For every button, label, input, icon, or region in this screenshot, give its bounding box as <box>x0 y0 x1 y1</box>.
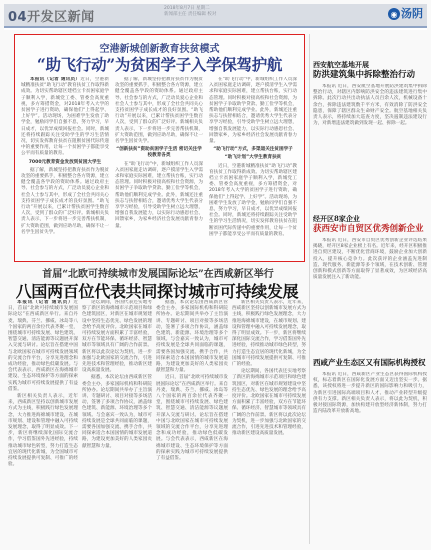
second-title: 八国两百位代表共同探讨城市可持续发展 <box>15 282 299 301</box>
logo-text: 汤阴 <box>401 7 423 20</box>
second-col2-more: 据悉，本次论坛由西咸新区管委会主办，多家国际机构和科研院所协办。论坛期间共举办了主旨演讲、专题研讨、项目对接等多场活动，签署了多项合作协议，涵盖绿色建筑、新能源、环境治理等多个领域。与会嘉宾一致认为，城市可持续发展是全球共同面临的课题，需要各国加强交流、携手合作，共同探索适合本国国情的城市发展道路，为建设更加美好的人类家园贡献智慧和力量。 <box>82 375 152 449</box>
section-name: 开发区新闻 <box>27 10 95 25</box>
header-meta-line1: 2018年8月7日 星期二 <box>164 6 210 11</box>
featured-subhead-3: “助飞行动”方式，多渠道关注贫困学子 <box>213 147 293 153</box>
right-article2-kicker: 经开区8家企业 <box>313 214 360 223</box>
right-article3-text: 本报讯 近日，西咸新区产业生态区获得国际机构授权，标志着新区在国际化发展方面又迈出坚实一步。据悉，该授权将进一步提升新区的国际影响力和吸引力，为新区引进国际高端项目和人才、推动产业转型升级提供有力支撑。新区相关负责人表示，将以此为契机，积极对接国际资源，加快构建开放型经济新体制，努力打造内陆改革开放新高地。 <box>313 372 427 415</box>
featured-column-3 <box>209 77 297 257</box>
right-article3-title: 西咸产业生态区又有国际机构授权 <box>313 358 426 367</box>
right-article2-title: 获西安市自贸区优秀创新企业 <box>313 224 424 234</box>
section-title <box>8 6 95 25</box>
second-col3-more: 近日，首届“北欧可持续城市发展国际论坛”在西咸新区举行。来自丹麦、瑞典、芬兰、挪威、冰岛等八个国家的两百余位代表齐聚一堂，围绕城市可持续发展、绿色建筑、智慧交通、清洁能源等议题展开深入交流与研讨。论坛旨在搭建中国与北欧国家在城市可持续发展领域的交流合作平台，分享先进理念和成功经验，推动绿色低碳发展。与会代表表示，西咸新区在海绵城市建设、生态环境保护等方面的探索实践为城市可持续发展提供了有益借鉴。 <box>156 375 228 462</box>
featured-col2-more: 在“助飞行动”中，新城组织工作人员深入贫困家庭走访调研，逐户摸清学生入学需求和家庭实际困难，建立帮扶台账，实行动态管理。同时积极对接高校和社会资源，为贫困学子争取助学贷款、勤工俭学等机会，帮助他们顺利完成学业。此外，新城还注重扶志与扶智相结合，邀请优秀大学生代表分享学习经验，引导受助学生树立远大理想，增强自我发展能力，以实际行动感恩社会、回馈家乡，为家乡经济社会发展贡献青春力量。 <box>115 161 203 229</box>
second-col1-more: 新区相关负责人表示，近年来，西咸新区坚持以创新城市发展方式为主线，积极践行绿色发展理念，大力推进海绵城市建设，在城市规划、建设和管理中融入可持续发展理念，取得了明显成效。下一步，新区将继续深化国际交流合作，学习借鉴国外先进经验，持续推动城市绿色转型，努力打造生态宜居的现代化新城，为全国城市可持续发展提供可复制、可推广的经验。 <box>8 394 78 468</box>
featured-col3-more: 近日，空港新城精准扶贫“助飞行动”教育扶贫工作取得新成效。为切实帮助辖区建档立卡贫困家庭学子顺利入学，新城党工委、管委会高度重视，多方筹措资金，对2018年考入大学的贫困学子进行资助，确保他们“上得起学、上好学”。活动现场，为困难学生发放了助学金，勉励同学们自强不息，努力学习，早日成才，以优异成绩回报社会。同时，新城还将持续跟踪关注受助学生的学习生活情况，切实发挥教育扶贫在阻断贫困代际传递中的重要作用，让每一个贫困学子都能享受公平而有质量的教育。 <box>209 163 297 237</box>
right-article1-title: 防洪建筑集中拆除整治行动 <box>313 70 416 80</box>
featured-column-1 <box>21 77 109 257</box>
header-meta-line2: 新闻部主任 责任编辑 校对 <box>164 12 217 17</box>
header-meta <box>164 6 344 18</box>
second-col4-text: 新区相关负责人表示，近年来，西咸新区坚持以创新城市发展方式为主线，积极践行绿色发展理念，大力推进海绵城市建设，在城市规划、建设和管理中融入可持续发展理念，取得了明显成效。下一步，新区将继续深化国际交流合作，学习借鉴国外先进经验，持续推动城市绿色转型，努力打造生态宜居的现代化新城，为全国城市可持续发展提供可复制、可推广的经验。 <box>232 300 306 368</box>
right-article2-text: 本报讯 近日，西安市自贸区优秀创新企业评选结果揭晓，经开区8家企业榜上有名。近年来，经开区积极推进自贸区建设，不断优化营商环境，鼓励企业加大创新投入，提升核心竞争力。此次获评的企业涵盖先进制造、现代服务、新能源等多个领域，在技术创新、管理创新和模式创新等方面取得了显著成效，为区域经济高质量发展注入了新动能。 <box>313 238 427 281</box>
second-byline: 本报讯（记者 通讯员） <box>17 300 74 305</box>
second-col2-text: 论坛期间，各国代表还实地考察了新区的海绵城市示范项目和绿色建筑园区，对新区在城市规划建设中坚持生态优先、绿色发展的理念给予高度评价。北欧国家在城市可持续发展方面积累了丰富经验，双方在节能环保、循环经济、智慧城市等领域具有广阔的合作前景。新区将以此次论坛为契机，进一步加强与北欧国家的交流合作，引进先进技术和管理经验，推动新区建设高质量发展。 <box>82 300 152 374</box>
right-article2-body <box>313 238 427 354</box>
featured-col2-text: 据了解，新城坚持把教育扶贫作为脱贫攻坚的重要抓手，积极整合各方资源，建立健全覆盖各学段的资助体系。通过政府主导、社会参与的方式，广泛动员爱心企业和社会人士参与其中，形成了全社会共同关心支持贫困学子成长成才的良好氛围。“助飞行动”开展以来，已累计帮扶贫困学生数百人次，受到了群众的广泛好评。新城相关负责人表示，下一步将进一步完善帮扶机制，扩大资助范围，做到应助尽助，确保不让一名学生因贫失学。 <box>115 77 203 145</box>
featured-col1-text: 近日，空港新城精准扶贫“助飞行动”教育扶贫工作取得新成效。为切实帮助辖区建档立卡贫困家庭学子顺利入学，新城党工委、管委会高度重视，多方筹措资金，对2018年考入大学的贫困学子进行资助，确保他们“上得起学、上好学”。活动现场，为困难学生发放了助学金，勉励同学们自强不息，努力学习，早日成才，以优异成绩回报社会。同时，新城还将持续跟踪关注受助学生的学习生活情况，切实发挥教育扶贫在阻断贫困代际传递中的重要作用，让每一个贫困学子都能享受公平而有质量的教育。 <box>21 77 109 157</box>
featured-subhead-1: 7000元教育资金发放到贫困大学生 <box>28 159 102 165</box>
second-column-2 <box>82 300 152 544</box>
featured-col3-text: 在“助飞行动”中，新城组织工作人员深入贫困家庭走访调研，逐户摸清学生入学需求和家庭实际困难，建立帮扶台账，实行动态管理。同时积极对接高校和社会资源，为贫困学子争取助学贷款、勤工俭学等机会，帮助他们顺利完成学业。此外，新城还注重扶志与扶智相结合，邀请优秀大学生代表分享学习经验，引导受助学生树立远大理想，增强自我发展能力，以实际行动感恩社会、回馈家乡，为家乡经济社会发展贡献青春力量。 <box>209 77 297 145</box>
featured-column-2 <box>115 77 203 257</box>
masthead-logo <box>388 5 423 21</box>
right-article1-body <box>313 84 427 210</box>
page-header <box>4 4 427 30</box>
featured-col1-more: 据了解，新城坚持把教育扶贫作为脱贫攻坚的重要抓手，积极整合各方资源，建立健全覆盖各学段的资助体系。通过政府主导、社会参与的方式，广泛动员爱心企业和社会人士参与其中，形成了全社会共同关心支持贫困学子成长成才的良好氛围。“助飞行动”开展以来，已累计帮扶贫困学生数百人次，受到了群众的广泛好评。新城相关负责人表示，下一步将进一步完善帮扶机制，扩大资助范围，做到应助尽助，确保不让一名学生因贫失学。 <box>21 167 109 235</box>
second-column-1 <box>8 300 78 544</box>
logo-mark-icon: ◉ <box>388 8 400 20</box>
featured-title: “助飞行动”为贫困学子入学保驾护航 <box>36 55 283 74</box>
second-column-4 <box>232 300 306 544</box>
second-col4-more: 论坛期间，各国代表还实地考察了新区的海绵城市示范项目和绿色建筑园区，对新区在城市规划建设中坚持生态优先、绿色发展的理念给予高度评价。北欧国家在城市可持续发展方面积累了丰富经验，双方在节能环保、循环经济、智慧城市等领域具有广阔的合作前景。新区将以此次论坛为契机，进一步加强与北欧国家的交流合作，引进先进技术和管理经验，推动新区建设高质量发展。 <box>232 369 306 437</box>
featured-subhead-2: “创新扶贫”资助贫困学子生活 密切关注学校教育各类 <box>116 147 202 159</box>
second-column-3 <box>156 300 228 544</box>
page-number: 04 <box>8 10 28 25</box>
featured-subhead-4: “助飞计划”大学生教育扶贫 <box>224 155 282 161</box>
column-divider <box>309 34 310 544</box>
featured-kicker: 空港新城创新教育扶贫模式 <box>99 44 220 55</box>
right-article1-kicker: 西安航空基地开展 <box>313 60 369 69</box>
featured-article[interactable] <box>14 34 305 262</box>
featured-byline: 本报讯（记者 通讯员） <box>30 77 81 82</box>
right-article3-body <box>313 372 427 544</box>
second-col1-text: 近日，首届“北欧可持续城市发展国际论坛”在西咸新区举行。来自丹麦、瑞典、芬兰、挪威、冰岛等八个国家的两百余位代表齐聚一堂，围绕城市可持续发展、绿色建筑、智慧交通、清洁能源等议题展开深入交流与研讨。论坛旨在搭建中国与北欧国家在城市可持续发展领域的交流合作平台，分享先进理念和成功经验，推动绿色低碳发展。与会代表表示，西咸新区在海绵城市建设、生态环境保护等方面的探索实践为城市可持续发展提供了有益借鉴。 <box>8 300 78 392</box>
second-kicker: 首届“北欧可持续城市发展国际论坛”在西咸新区举行 <box>42 269 274 280</box>
right-article1-text: 本报讯 近日，西安航空基地开展防洪建筑集中拆除整治行动，对辖区内影响防洪安全的违法建筑进行集中拆除。此次行动共出动执法人员百余人次，机械设备十余台，拆除违法建筑数千平方米，有效消除了防洪安全隐患，保障了辖区群众生命财产安全。航空基地相关负责人表示，将持续加大巡查力度，坚决遏制违法建设行为，对新增违法建筑做到发现一起、拆除一起。 <box>313 84 427 127</box>
second-col3-text: 据悉，本次论坛由西咸新区管委会主办，多家国际机构和科研院所协办。论坛期间共举办了主旨演讲、专题研讨、项目对接等多场活动，签署了多项合作协议，涵盖绿色建筑、新能源、环境治理等多个领域。与会嘉宾一致认为，城市可持续发展是全球共同面临的课题，需要各国加强交流、携手合作，共同探索适合本国国情的城市发展道路，为建设更加美好的人类家园贡献智慧和力量。 <box>156 300 228 374</box>
